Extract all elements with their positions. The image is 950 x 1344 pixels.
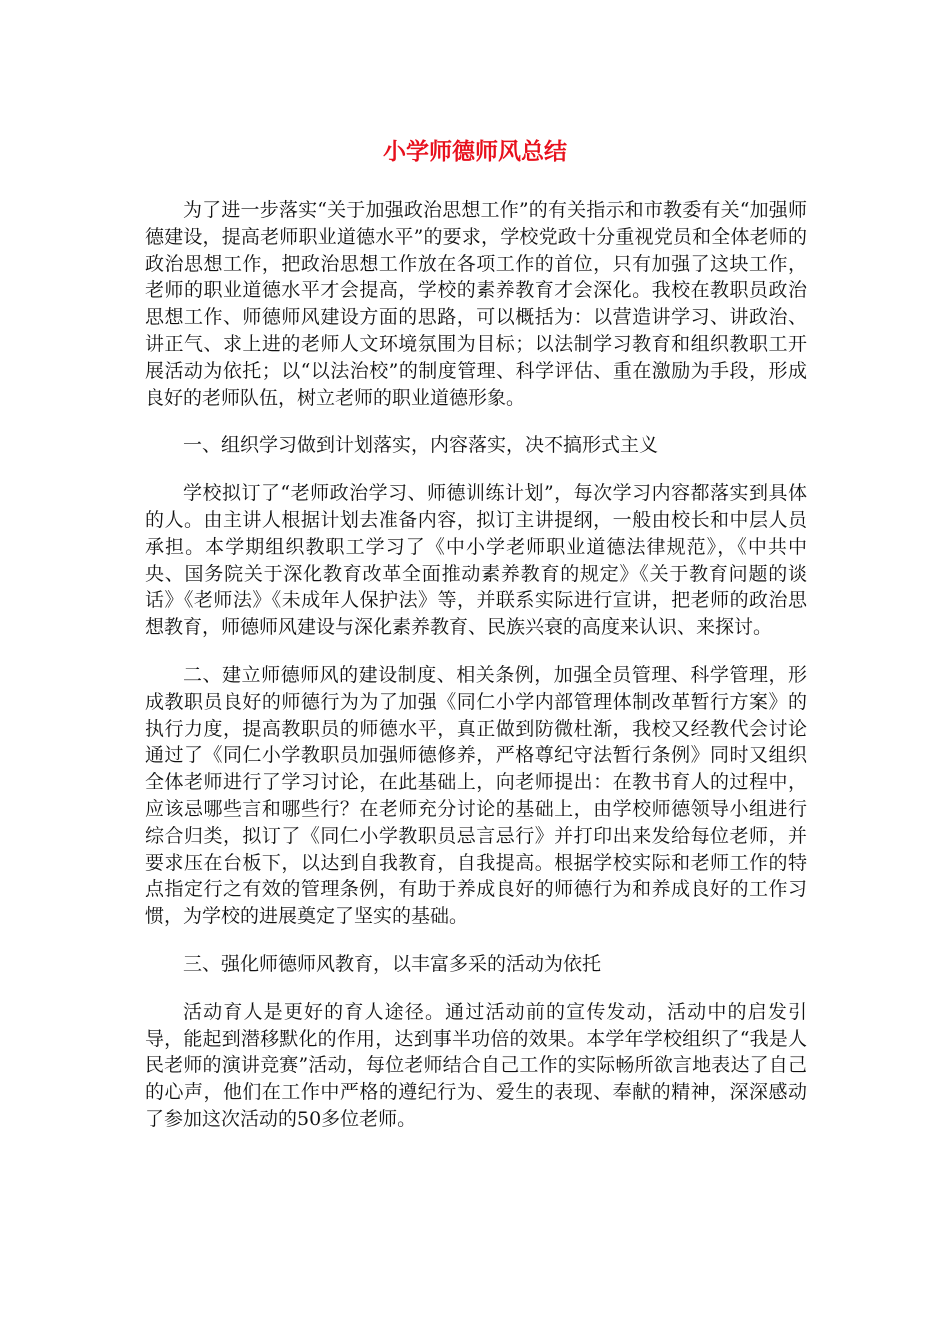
document-body: [145, 197, 807, 1154]
intro-paragraph: 为了进一步落实“关于加强政治思想工作”的有关指示和市教委有关“加强师德建设，提高老师职业道德水平”的要求，学校党政十分重视党员和全体老师的政治思想工作，把政治思想工作放在各项工作的首位，只有加强了这块工作，老师的职业道德水平才会提高，学校的素养教育才会深化。我校在教职员政治思想工作、师德师风建设方面的思路，可以概括为：以营造讲学习、讲政治、讲正气、求上进的老师人文环境氛围为目标；以法制学习教育和组织教职工开展活动为依托；以“以法治校”的制度管理、科学评估、重在激励为手段，形成良好的老师队伍，树立老师的职业道德形象。: [145, 199, 807, 409]
section-3-paragraph: 活动育人是更好的育人途径。通过活动前的宣传发动，活动中的启发引导，能起到潜移默化的作用，达到事半功倍的效果。本学年学校组织了“我是人民老师的演讲竞赛”活动，每位老师结合自己工作的实际畅所欲言地表达了自己的心声，他们在工作中严格的遵纪行为、爱生的表现、奉献的精神，深深感动了参加这次活动的50多位老师。: [145, 1000, 807, 1130]
section-2-paragraph: 二、建立师德师风的建设制度、相关条例，加强全员管理、科学管理，形成教职员良好的师德行为为了加强《同仁小学内部管理体制改革暂行方案》的执行力度，提高教职员的师德水平，真正做到防微杜渐，我校又经教代会讨论通过了《同仁小学教职员加强师德修养，严格尊纪守法暂行条例》同时又组织全体老师进行了学习讨论，在此基础上，向老师提出：在教书育人的过程中，应该忌哪些言和哪些行？在老师充分讨论的基础上，由学校师德领导小组进行综合归类，拟订了《同仁小学教职员忌言忌行》并打印出来发给每位老师，并要求压在台板下，以达到自我教育，自我提高。根据学校实际和老师工作的特点指定行之有效的管理条例，有助于养成良好的师德行为和养成良好的工作习惯，为学校的进展奠定了坚实的基础。: [145, 663, 807, 928]
section-heading-1: 一、组织学习做到计划落实，内容落实，决不搞形式主义: [183, 434, 659, 457]
section-1-paragraph: 学校拟订了“老师政治学习、师德训练计划”，每次学习内容都落实到具体的人。由主讲人根据计划去准备内容，拟订主讲提纲，一般由校长和中层人员承担。本学期组织教职工学习了《中小学老师职业道德法律规范》，《中共中央、国务院关于深化教育改革全面推动素养教育的规定》《关于教育问题的谈话》《老师法》《未成年人保护法》等，并联系实际进行宣讲，把老师的政治思想教育，师德师风建设与深化素养教育、民族兴衰的高度来认识、来探讨。: [145, 482, 807, 639]
document-title: 小学师德师风总结: [383, 139, 567, 165]
section-heading-3: 三、强化师德师风教育，以丰富多采的活动为依托: [183, 952, 602, 975]
